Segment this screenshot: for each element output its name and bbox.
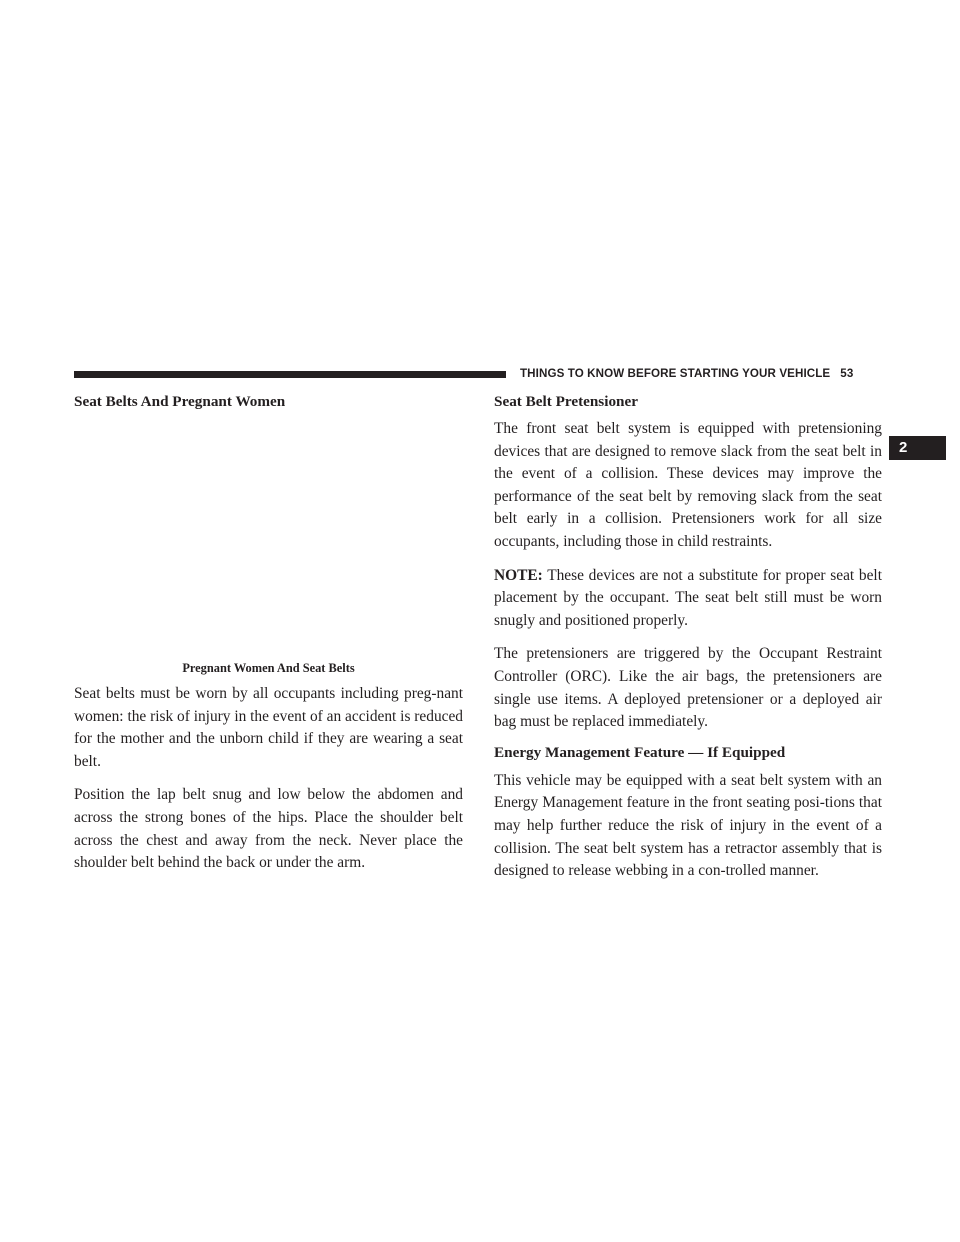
left-column-heading-block: [74, 391, 463, 413]
paragraph: Position the lap belt snug and low below the abdomen and across the strong bones of the hips. Place the shoulder belt across the chest and away from the neck. Never place the shoulder belt behind the back or under the arm.: [74, 786, 463, 872]
page-number: 53: [840, 367, 854, 380]
running-header: [520, 366, 882, 382]
section-heading-pregnant-women: Seat Belts And Pregnant Women: [74, 393, 286, 410]
chapter-tab: 2: [889, 436, 946, 460]
header-rule: [74, 371, 506, 378]
paragraph: The front seat belt system is equipped with pretensioning devices that are designed to remove slack from the seat belt in the event of a collision. These devices may improve the performance of the seat belt by removing slack from the seat belt early in a collision. Pretensioners work for all size occupants, including those in child restraints.: [494, 420, 882, 550]
header-title-text: THINGS TO KNOW BEFORE STARTING YOUR VEHICLE: [520, 367, 831, 380]
paragraph: The pretensioners are triggered by the Occupant Restraint Controller (ORC). Like the air bags, the pretensioners are single use items. A deployed pretensioner or a deployed air bag must be replaced immediately.: [494, 645, 882, 731]
section-heading-pretensioner: Seat Belt Pretensioner: [494, 393, 638, 410]
note-text: These devices are not a substitute for proper seat belt placement by the occupant. The seat belt still must be worn snugly and positioned properly.: [494, 566, 882, 629]
figure-placeholder: [74, 418, 463, 656]
left-column-body: [74, 683, 463, 875]
figure-caption: Pregnant Women And Seat Belts: [182, 661, 355, 675]
paragraph: Seat belts must be worn by all occupants including preg-nant women: the risk of injury in the event of an accident is reduced for the mother and the unborn child if they are wearing a seat belt.: [74, 685, 463, 770]
note-label: NOTE:: [494, 566, 543, 584]
right-column: [494, 391, 882, 883]
note-paragraph: [494, 565, 882, 633]
section-heading-energy-management: Energy Management Feature — If Equipped: [494, 743, 786, 761]
paragraph: This vehicle may be equipped with a seat belt system with an Energy Management feature in the front seating posi-tions that may help further reduce the risk of injury in the event of a collision. The seat belt system has a retractor assembly that is designed to release webbing in a con-trolled manner.: [494, 771, 882, 880]
